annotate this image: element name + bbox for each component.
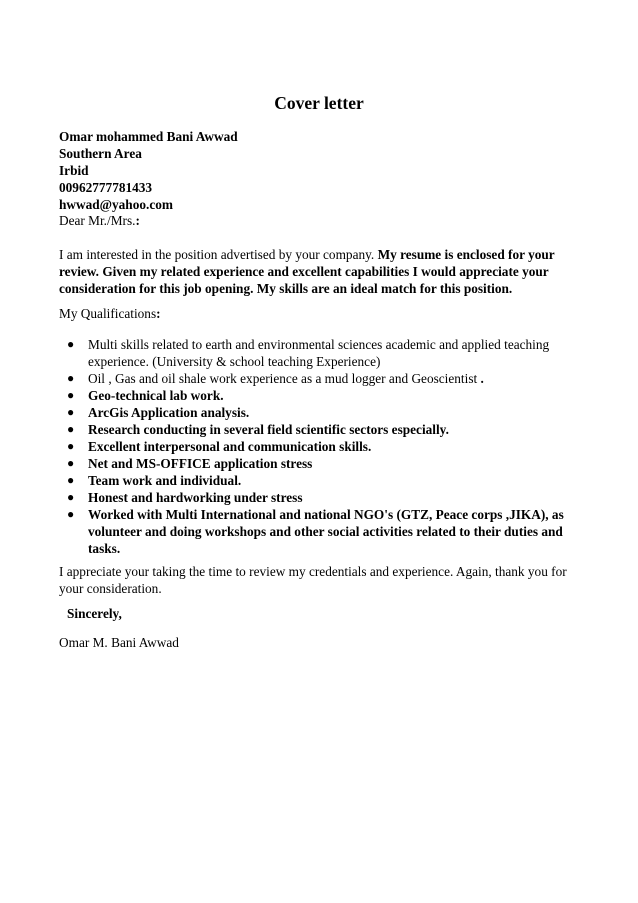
list-item-text: Multi skills related to earth and environmental sciences academic and applied teaching experience. (University & school teaching Experience) bbox=[88, 337, 550, 369]
qualifications-heading bbox=[59, 305, 589, 322]
list-item-text: ArcGis Application analysis. bbox=[88, 405, 250, 420]
list-item bbox=[59, 489, 578, 506]
list-item bbox=[59, 438, 578, 455]
sender-city: Irbid bbox=[59, 163, 89, 178]
qualifications-heading-text: My Qualifications bbox=[59, 306, 157, 321]
bullet-icon: ● bbox=[67, 473, 75, 487]
signature: Omar M. Bani Awwad bbox=[59, 635, 179, 650]
sender-name: Omar mohammed Bani Awwad bbox=[59, 129, 238, 144]
list-item bbox=[59, 387, 578, 404]
bullet-icon: ● bbox=[67, 456, 75, 470]
sender-email: hwwad@yahoo.com bbox=[59, 197, 173, 212]
bullet-icon: ● bbox=[67, 371, 75, 385]
bullet-icon: ● bbox=[67, 337, 75, 351]
bullet-icon: ● bbox=[67, 507, 75, 521]
bullet-icon: ● bbox=[67, 422, 75, 436]
list-item bbox=[59, 421, 578, 438]
bullet-icon: ● bbox=[67, 439, 75, 453]
greeting-colon: : bbox=[135, 213, 140, 228]
list-item-text: Honest and hardworking under stress bbox=[88, 490, 303, 505]
list-item bbox=[59, 336, 578, 370]
qualifications-list bbox=[59, 336, 589, 557]
list-item-text: Team work and individual. bbox=[88, 473, 242, 488]
qualifications-heading-colon: : bbox=[156, 306, 161, 321]
sign-off: Sincerely, bbox=[67, 606, 122, 621]
list-item bbox=[59, 455, 578, 472]
sender-phone: 00962777781433 bbox=[59, 180, 153, 195]
sender-area: Southern Area bbox=[59, 146, 142, 161]
page-title: Cover letter bbox=[274, 93, 364, 113]
list-item-text: Oil , Gas and oil shale work experience as a mud logger and Geoscientist bbox=[88, 371, 481, 386]
greeting bbox=[59, 212, 589, 229]
greeting-text: Dear Mr./Mrs. bbox=[59, 213, 136, 228]
list-item-text: Geo-technical lab work. bbox=[88, 388, 224, 403]
closing-paragraph: I appreciate your taking the time to review my credentials and experience. Again, thank you for your consideration. bbox=[59, 564, 567, 596]
list-item bbox=[59, 370, 578, 387]
list-item bbox=[59, 472, 578, 489]
intro-bold: My resume is enclosed for your review. Given my related experience and excellent capabilities I would appreciate your consideration for this job opening. My skills are an ideal match for this position. bbox=[59, 247, 555, 296]
list-item bbox=[59, 404, 578, 421]
list-item-text: Net and MS-OFFICE application stress bbox=[88, 456, 313, 471]
bullet-icon: ● bbox=[67, 490, 75, 504]
bullet-icon: ● bbox=[67, 388, 75, 402]
bullet-icon: ● bbox=[67, 405, 75, 419]
list-item bbox=[59, 506, 578, 557]
list-item-text: Worked with Multi International and national NGO's (GTZ, Peace corps ,JIKA), as volunteer and doing workshops and other social activities related to their duties and tasks. bbox=[88, 507, 564, 556]
intro-plain: I am interested in the position advertised by your company. bbox=[59, 247, 378, 262]
list-item-suffix: . bbox=[480, 371, 484, 386]
intro-paragraph bbox=[59, 246, 589, 297]
sender-address bbox=[59, 128, 589, 213]
list-item-text: Research conducting in several field scientific sectors especially. bbox=[88, 422, 449, 437]
list-item-text: Excellent interpersonal and communication skills. bbox=[88, 439, 372, 454]
